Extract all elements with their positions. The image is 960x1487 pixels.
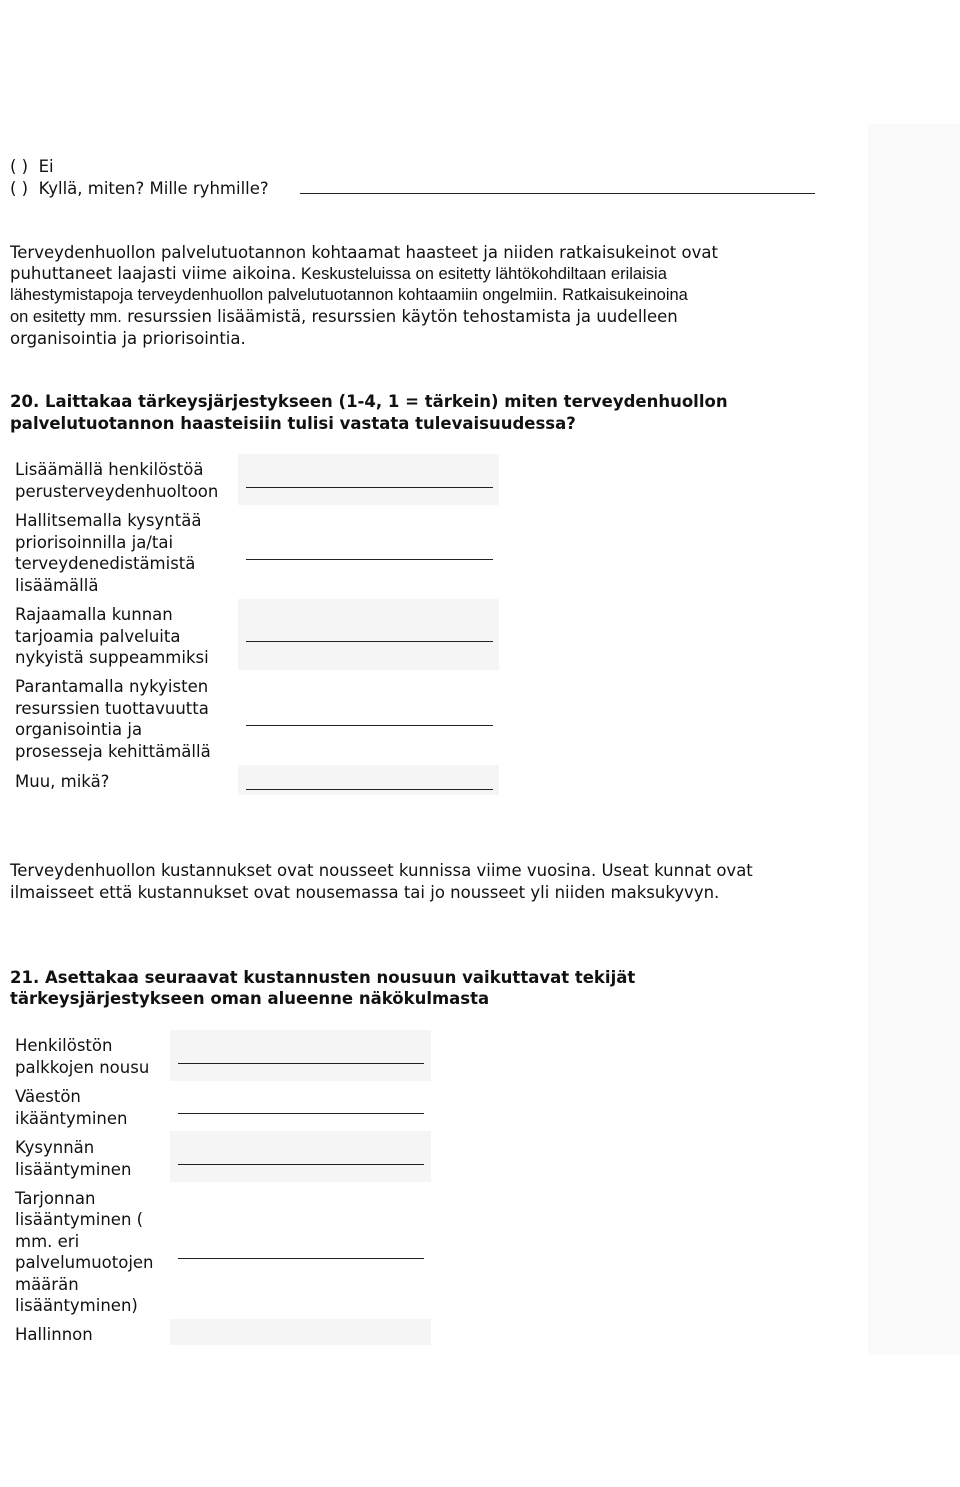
q21-item-label: Henkilöstön — [15, 1036, 113, 1055]
q20-item-label: Muu, mikä? — [15, 772, 110, 791]
q20-item-label: prosesseja kehittämällä — [15, 742, 211, 761]
intro1-line: organisointia ja priorisointia. — [10, 329, 246, 348]
q21-item-label: Hallinnon — [15, 1325, 93, 1344]
q21-item-label: Väestön — [15, 1087, 81, 1106]
q21-item-label: lisääntyminen) — [15, 1296, 138, 1315]
rank-input-line[interactable] — [178, 1258, 424, 1259]
q21-item-label: Kysynnän — [15, 1138, 95, 1157]
option-label: Kyllä, miten? Mille ryhmille? — [38, 179, 269, 198]
q20-item-label: Hallitsemalla kysyntää — [15, 511, 202, 530]
answer-cell — [238, 599, 499, 670]
q21-item-label: lisääntyminen — [15, 1160, 132, 1179]
intro1-line: Terveydenhuollon palvelutuotannon kohtaamat haasteet ja niiden ratkaisukeinot ovat — [10, 243, 718, 262]
option-marker: ( ) — [10, 179, 29, 198]
q20-item-label: Rajaamalla kunnan — [15, 605, 173, 624]
q21-item-label: lisääntyminen ( — [15, 1210, 144, 1229]
intro1-line — [10, 306, 678, 329]
rank-input-line[interactable] — [246, 725, 493, 726]
rank-input-line[interactable] — [246, 487, 493, 488]
q20-item-label: priorisoinnilla ja/tai — [15, 533, 174, 552]
rank-input-line[interactable] — [246, 789, 493, 790]
intro1-segment: on esitetty mm. — [10, 308, 122, 326]
intro1-segment: resurssien lisäämistä, resurssien käytön tehostamista ja uudelleen — [121, 307, 678, 326]
q21-item-label: ikääntyminen — [15, 1109, 128, 1128]
rank-input-line[interactable] — [246, 641, 493, 642]
intro1-line: lähestymistapoja terveydenhuollon palvelutuotannon kohtaamiin ongelmiin. Ratkaisukeinoina — [10, 286, 688, 304]
q21-item-label: palvelumuotojen — [15, 1253, 154, 1272]
q21-item-label: mm. eri — [15, 1232, 80, 1251]
intro2-line: Terveydenhuollon kustannukset ovat nousseet kunnissa viime vuosina. Useat kunnat ovat — [10, 861, 753, 880]
intro1-line — [10, 263, 667, 286]
rank-input-line[interactable] — [178, 1113, 424, 1114]
rank-input-line[interactable] — [178, 1063, 424, 1064]
q20-item-label: tarjoamia palveluita — [15, 627, 181, 646]
question-20-title: palvelutuotannon haasteisiin tulisi vastata tulevaisuudessa? — [10, 414, 576, 433]
q20-item-label: nykyistä suppeammiksi — [15, 648, 209, 667]
answer-cell — [170, 1319, 431, 1345]
option-kylla[interactable] — [10, 178, 269, 200]
intro1-segment: Keskusteluissa on esitetty lähtökohdiltaan erilaisia — [296, 265, 667, 283]
answer-cell — [170, 1030, 431, 1081]
q20-item-label: lisäämällä — [15, 576, 99, 595]
rank-input-line[interactable] — [246, 559, 493, 560]
q20-item-label: Lisäämällä henkilöstöä — [15, 460, 204, 479]
option-ei[interactable] — [10, 156, 54, 178]
question-21-title: 21. Asettakaa seuraavat kustannusten nousuun vaikuttavat tekijät — [10, 968, 636, 987]
option-label: Ei — [38, 157, 54, 176]
q21-item-label: Tarjonnan — [15, 1189, 96, 1208]
option-marker: ( ) — [10, 157, 29, 176]
rank-input-line[interactable] — [178, 1164, 424, 1165]
q20-item-label: Parantamalla nykyisten — [15, 677, 209, 696]
q21-item-label: palkkojen nousu — [15, 1058, 150, 1077]
page-margin — [868, 124, 960, 1354]
question-20-title: 20. Laittakaa tärkeysjärjestykseen (1-4, 1 = tärkein) miten terveydenhuollon — [10, 392, 728, 411]
q20-item-label: organisointia ja — [15, 720, 143, 739]
question-21-title: tärkeysjärjestykseen oman alueenne näkökulmasta — [10, 989, 490, 1008]
answer-cell — [238, 765, 499, 795]
intro2-line: ilmaisseet että kustannukset ovat nousemassa tai jo nousseet yli niiden maksukyvyn. — [10, 883, 720, 902]
answer-cell — [238, 454, 499, 505]
q21-item-label: määrän — [15, 1275, 79, 1294]
answer-line-kylla[interactable] — [300, 193, 815, 194]
answer-cell — [170, 1131, 431, 1182]
q20-item-label: terveydenedistämistä — [15, 554, 196, 573]
intro1-segment: puhuttaneet laajasti viime aikoina. — [10, 264, 297, 283]
q20-item-label: perusterveydenhuoltoon — [15, 482, 219, 501]
q20-item-label: resurssien tuottavuutta — [15, 699, 209, 718]
